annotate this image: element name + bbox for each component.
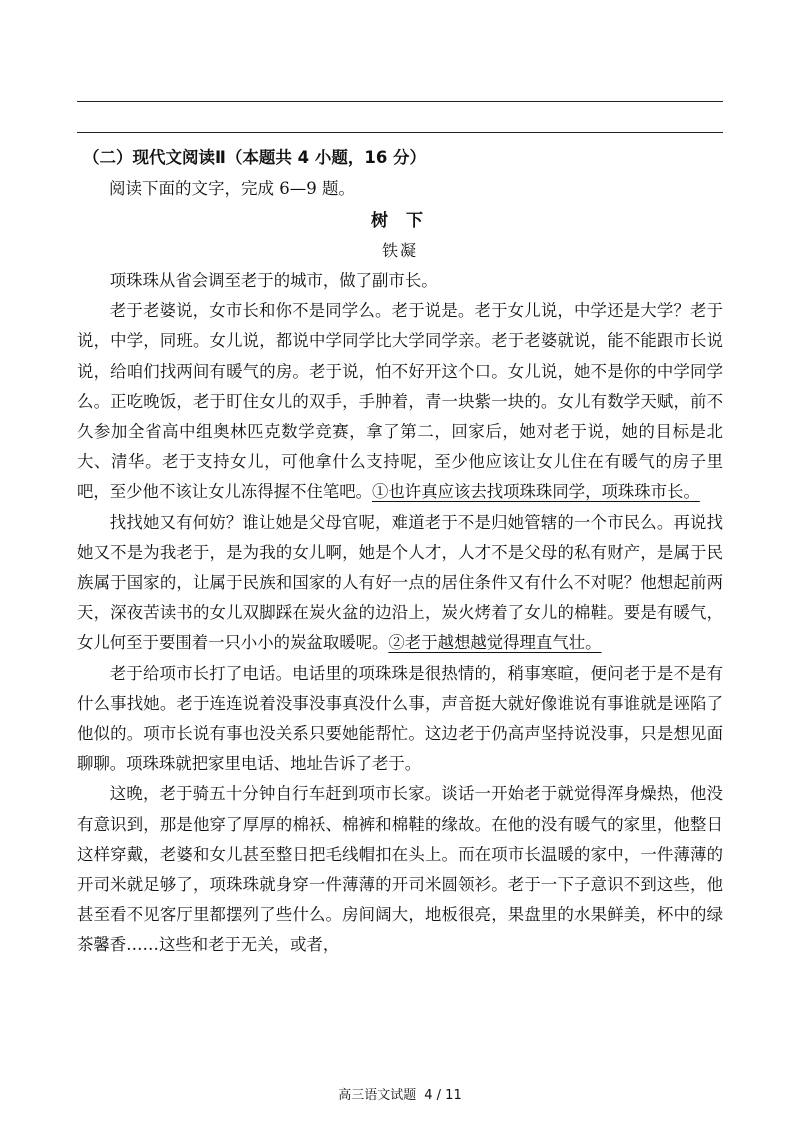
paragraph-text: 老于老婆说，女市长和你不是同学么。老于说是。老于女儿说，中学还是大学？老于说，中学，同班。女儿说，都说中学同学比大学同学亲。老于老婆就说，能不能跟市长说说，给咱们找两间有暖气的房。老于说，怕不好开这个口。女儿说，她不是你的中学同学么。正吃晚饭，老于盯住女儿的双手，手肿着，青一块紫一块的。女儿有数学天赋，前不久参加全省高中组奥林匹克数学竞赛，拿了第二，回家后，她对老于说，她的目标是北大、清华。老于支持女儿，可他拿什么支持呢，至少他应该让女儿住在有暖气的房子里吧，至少他不该让女儿冻得握不住笔吧。 [77, 301, 723, 502]
paragraph-3 [77, 508, 723, 659]
paragraph-text: 老于给项市长打了电话。电话里的项珠珠是很热情的，稍事寒暄，便问老于是不是有什么事找她。老于连连说着没事没事真没什么事，声音挺大就好像谁说有事谁就是诬陷了他似的。项市长说有事也没关系只要她能帮忙。这边老于仍高声坚持说没事，只是想见面聊聊。项珠珠就把家里电话、地址告诉了老于。 [77, 663, 723, 774]
paragraph-text: 项珠珠从省会调至老于的城市，做了副市长。 [109, 271, 438, 290]
paragraph-text: 找找她又有何妨？谁让她是父母官呢，难道老于不是归她管辖的一个市民么。再说找她又不是为我老于，是为我的女儿啊，她是个人才，人才不是父母的私有财产，是属于民族属于国家的，让属于民族和国家的人有好一点的居住条件又有什么不对呢？他想起前两天，深夜苦读书的女儿双脚踩在炭火盆的边沿上，炭火烤着了女儿的棉鞋。要是有暖气，女儿何至于要围着一只小小的炭盆取暖呢。 [77, 512, 723, 653]
underlined-sentence-1: ①也许真应该去找项珠珠同学，项珠珠市长。 [372, 482, 700, 502]
paragraph-5 [77, 779, 723, 960]
paragraph-4 [77, 659, 723, 780]
article-title: 树 下 [371, 211, 429, 231]
underlined-sentence-2: ②老于越想越觉得理直气壮。 [388, 633, 602, 653]
article-author: 铁凝 [381, 241, 418, 260]
paragraph-1 [77, 266, 723, 296]
footer-page-number: 4 / 11 [424, 1088, 462, 1103]
page-content [77, 142, 723, 961]
section-instruction: 阅读下面的文字，完成 6—9 题。 [109, 179, 355, 198]
header-rule-top [77, 101, 723, 102]
page-footer [0, 1086, 800, 1106]
header-rule-bottom [77, 132, 723, 133]
section-title: （二）现代文阅读Ⅱ（本题共 4 小题，16 分） [83, 148, 427, 167]
paragraph-text: 这晚，老于骑五十分钟自行车赶到项市长家。谈话一开始老于就觉得浑身燥热，他没有意识到，那是他穿了厚厚的棉袄、棉裤和棉鞋的缘故。在他的没有暖气的家里，他整日这样穿戴，老婆和女儿甚至整日把毛线帽扣在头上。而在项市长温暖的家中，一件薄薄的开司米就足够了，项珠珠就身穿一件薄薄的开司米圆领衫。老于一下子意识不到这些，他甚至看不见客厅里都摆列了些什么。房间阔大，地板很亮，果盘里的水果鲜美，杯中的绿茶馨香……这些和老于无关，或者， [77, 784, 723, 955]
footer-exam-title: 高三语文试题 [338, 1088, 417, 1103]
paragraph-2 [77, 296, 723, 507]
